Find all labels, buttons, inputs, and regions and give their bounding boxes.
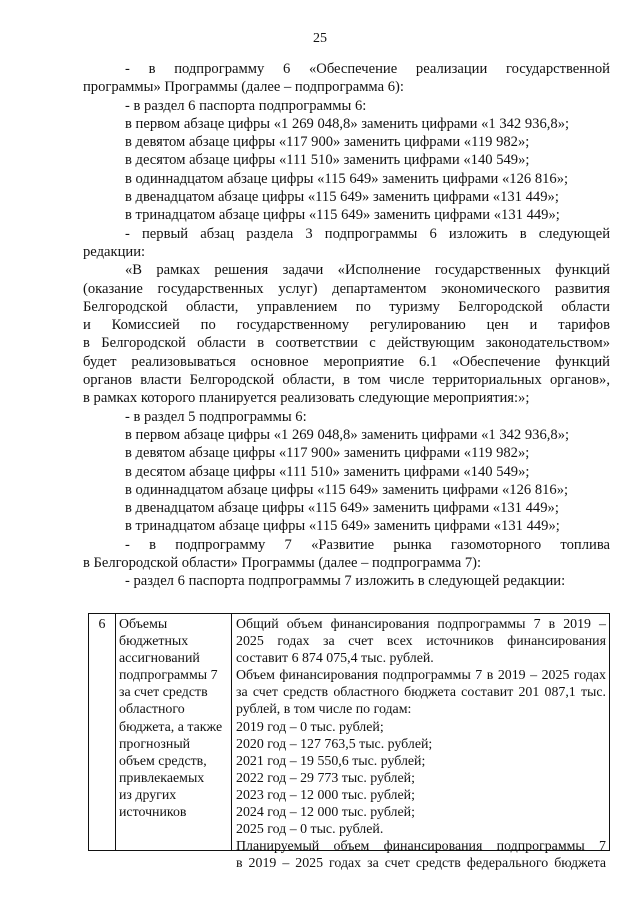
paragraph-section-6-passport: - в раздел 6 паспорта подпрограммы 6: [125,97,367,114]
list-item: в двенадцатом абзаце цифры «115 649» заменить цифрами «131 449»; [125,189,559,206]
label-line: объем средств, [119,753,207,769]
paragraph-subprogram-7: - в подпрограмму 7 «Развитие рынка газомоторного топлива [125,536,610,553]
label-line: подпрограммы 7 [119,668,218,684]
list-item: в одиннадцатом абзаце цифры «115 649» заменить цифрами «126 816»; [125,481,569,498]
quote-line: (оказание государственных услуг) департаментом экономического развития [83,280,610,297]
list-item: в десятом абзаце цифры «111 510» заменить цифрами «140 549»; [125,152,530,169]
paragraph-subprogram-6-cont: программы» Программы (далее – подпрограмма 6): [83,79,404,96]
quote-line: органов власти Белгородской области, в том числе территориальных органов», [83,372,610,389]
list-item: в первом абзаце цифры «1 269 048,8» заменить цифрами «1 342 936,8»; [125,115,570,132]
text-line: в 2019 – 2025 годах за счет средств федерального бюджета [236,856,606,872]
passport-table [88,613,610,872]
text-line: рублей, в том числе по годам: [236,702,412,718]
quote-line: будет реализовываться основное мероприятие 6.1 «Обеспечение функций [83,353,610,370]
list-item: в двенадцатом абзаце цифры «115 649» заменить цифрами «131 449»; [125,500,559,517]
paragraph-subprogram-6: - в подпрограмму 6 «Обеспечение реализации государственной [125,61,610,77]
paragraph-section-6-passport-7: - раздел 6 паспорта подпрограммы 7 изложить в следующей редакции: [125,573,566,590]
list-item: в тринадцатом абзаце цифры «115 649» заменить цифрами «131 449»; [125,207,560,224]
label-line: ассигнований [119,651,200,667]
label-line: прогнозный [119,736,191,752]
paragraph-section-3-cont: редакции: [83,243,146,260]
row-number: 6 [98,617,106,632]
row-label-cell [116,614,232,851]
label-line: источников [119,805,187,821]
table-row [89,614,610,851]
text-line: за счет средств областного бюджета составит 201 087,1 тыс. [236,685,606,701]
quote-line: и Комиссией по государственному регулированию цен и тарифов [83,317,610,334]
label-line: из других [119,787,177,803]
text-line: 2025 годах за счет всех источников финансирования [236,634,606,650]
quote-line: Белгородской области, управлением по туризму Белгородской области [83,298,610,315]
list-item: в десятом абзаце цифры «111 510» заменить цифрами «140 549»; [125,463,530,480]
text-line: составит 6 874 075,4 тыс. рублей. [236,651,434,667]
paragraph-section-3: - первый абзац раздела 3 подпрограммы 6 изложить в следующей [125,225,610,242]
list-item: в девятом абзаце цифры «117 900» заменить цифрами «119 982»; [125,445,530,462]
list-item: в тринадцатом абзаце цифры «115 649» заменить цифрами «131 449»; [125,518,560,535]
paragraph-section-5: - в раздел 5 подпрограммы 6: [125,408,307,425]
document-body [83,60,610,591]
label-line: областного [119,702,185,718]
page-number: 25 [313,31,327,46]
text-line: 2025 год – 0 тыс. рублей. [236,822,384,838]
row-text-cell [232,614,610,872]
text-line: 2019 год – 0 тыс. рублей; [236,719,384,735]
list-item: в первом абзаце цифры «1 269 048,8» заменить цифрами «1 342 936,8»; [125,426,570,443]
paragraph-subprogram-7-cont: в Белгородской области» Программы (далее – подпрограмма 7): [83,555,482,572]
text-line: Планируемый объем финансирования подпрограммы 7 [236,839,606,855]
text-line: 2024 год – 12 000 тыс. рублей; [236,805,415,821]
quote-line: в Белгородской области в соответствии с действующим законодательством» [83,335,610,352]
text-line: 2023 год – 12 000 тыс. рублей; [236,787,415,803]
quote-line: в рамках которого планируется реализовать следующие мероприятия:»; [83,390,530,407]
text-line: 2022 год – 29 773 тыс. рублей; [236,770,415,786]
label-line: бюджета, а также [119,719,223,735]
text-line: 2021 год – 19 550,6 тыс. рублей; [236,753,426,769]
label-line: бюджетных [119,634,189,650]
list-item: в девятом абзаце цифры «117 900» заменить цифрами «119 982»; [125,134,530,151]
label-line: за счет средств [119,685,208,701]
quote-line: «В рамках решения задачи «Исполнение государственных функций [125,262,610,279]
text-line: Объем финансирования подпрограммы 7 в 2019 – 2025 годах [236,668,606,684]
text-line: Общий объем финансирования подпрограммы 7 в 2019 – [236,617,606,632]
row-number-cell [89,614,116,851]
text-line: 2020 год – 127 763,5 тыс. рублей; [236,736,433,752]
label-line: привлекаемых [119,770,205,786]
label-line: Объемы [119,617,168,632]
list-item: в одиннадцатом абзаце цифры «115 649» заменить цифрами «126 816»; [125,170,569,187]
